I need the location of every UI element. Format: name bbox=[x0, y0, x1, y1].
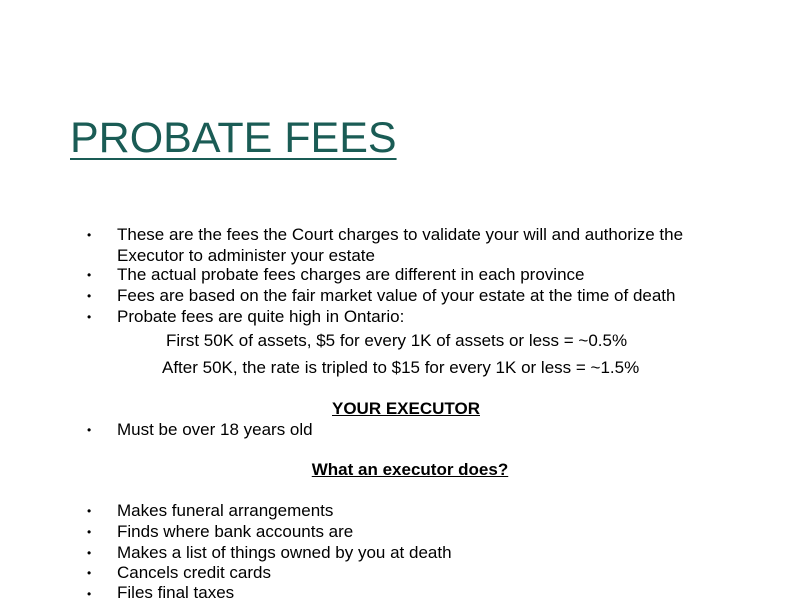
list-item: The actual probate fees charges are different in each province bbox=[117, 265, 585, 284]
bullet-marker: • bbox=[87, 546, 92, 560]
list-item-continuation: Executor to administer your estate bbox=[117, 246, 375, 265]
bullet-marker: • bbox=[87, 423, 92, 437]
bullet-marker: • bbox=[87, 310, 92, 324]
bullet-marker: • bbox=[87, 566, 92, 580]
bullet-marker: • bbox=[87, 268, 92, 282]
bullet-marker: • bbox=[87, 289, 92, 303]
bullet-marker: • bbox=[87, 587, 92, 601]
list-item: Finds where bank accounts are bbox=[117, 522, 354, 541]
list-item: Makes funeral arrangements bbox=[117, 501, 334, 520]
slide-title: PROBATE FEES bbox=[70, 114, 397, 162]
list-item: Files final taxes bbox=[117, 583, 235, 602]
executor-heading: YOUR EXECUTOR bbox=[332, 399, 480, 418]
duties-heading: What an executor does? bbox=[311, 460, 509, 479]
fee-rate-line: First 50K of assets, $5 for every 1K of assets or less = ~0.5% bbox=[166, 331, 628, 350]
list-item: Cancels credit cards bbox=[117, 563, 272, 582]
list-item: Must be over 18 years old bbox=[117, 420, 313, 439]
bullet-marker: • bbox=[87, 525, 92, 539]
list-item: Probate fees are quite high in Ontario: bbox=[117, 307, 405, 326]
fee-rate-line: After 50K, the rate is tripled to $15 for every 1K or less = ~1.5% bbox=[162, 358, 640, 377]
list-item: Fees are based on the fair market value of your estate at the time of death bbox=[117, 286, 676, 305]
bullet-marker: • bbox=[87, 504, 92, 518]
list-item: Makes a list of things owned by you at death bbox=[117, 543, 452, 562]
bullet-marker: • bbox=[87, 228, 92, 242]
list-item: These are the fees the Court charges to validate your will and authorize the bbox=[117, 225, 684, 244]
